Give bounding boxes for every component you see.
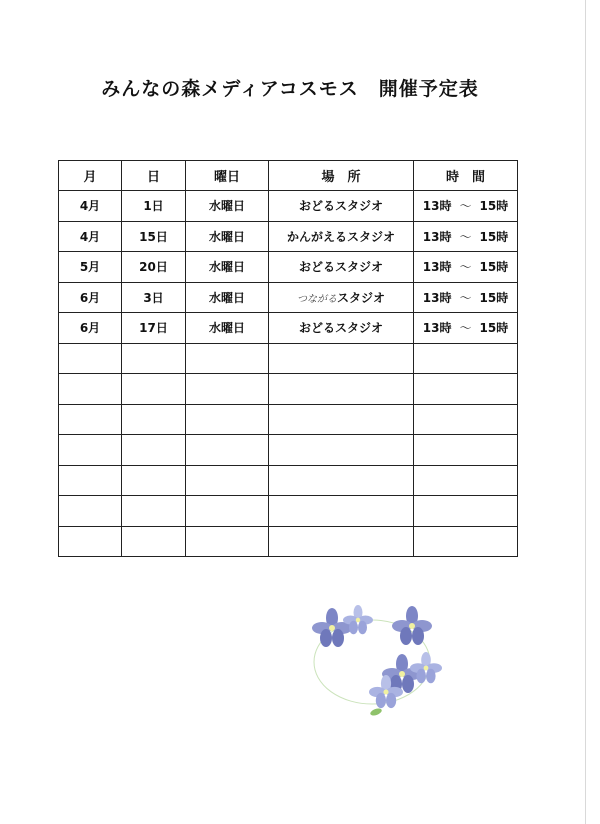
cell-place — [269, 221, 414, 252]
cell-month: 6月 — [59, 313, 122, 344]
header-time: 時 間 — [414, 161, 518, 191]
empty-cell — [414, 404, 518, 435]
handwritten-place-prefix: つながる — [296, 293, 337, 305]
empty-cell — [59, 404, 122, 435]
empty-row — [59, 435, 518, 466]
cell-place — [269, 191, 414, 222]
time-separator: ～ — [459, 199, 472, 214]
empty-cell — [269, 404, 414, 435]
header-row — [59, 161, 518, 191]
cell-day: 20日 — [122, 252, 186, 283]
violet-flowers-illustration — [300, 596, 460, 726]
empty-cell — [59, 526, 122, 557]
page-edge-line — [585, 0, 586, 824]
empty-cell — [122, 465, 186, 496]
cell-day: 1日 — [122, 191, 186, 222]
place-text: おどるスタジオ — [298, 321, 383, 336]
empty-cell — [414, 465, 518, 496]
place-text: スタジオ — [336, 290, 385, 305]
time-start: 13時 — [422, 229, 452, 244]
place-text: かんがえるスタジオ — [286, 229, 395, 244]
empty-cell — [269, 343, 414, 374]
empty-cell — [186, 435, 269, 466]
header-weekday: 曜日 — [186, 161, 269, 191]
time-start: 13時 — [422, 260, 452, 275]
empty-cell — [269, 496, 414, 527]
empty-row — [59, 343, 518, 374]
cell-day: 15日 — [122, 221, 186, 252]
cell-weekday: 水曜日 — [186, 221, 269, 252]
empty-cell — [186, 496, 269, 527]
flower-icon — [312, 608, 352, 647]
empty-cell — [414, 526, 518, 557]
cell-month: 6月 — [59, 282, 122, 313]
time-end: 15時 — [479, 260, 509, 275]
time-end: 15時 — [479, 290, 509, 305]
empty-cell — [122, 435, 186, 466]
empty-row — [59, 496, 518, 527]
cell-time — [414, 313, 518, 344]
empty-row — [59, 526, 518, 557]
schedule-table — [58, 160, 518, 557]
place-text: おどるスタジオ — [298, 199, 383, 214]
cell-weekday: 水曜日 — [186, 282, 269, 313]
time-separator: ～ — [459, 229, 472, 244]
empty-cell — [186, 465, 269, 496]
time-end: 15時 — [479, 321, 509, 336]
cell-weekday: 水曜日 — [186, 252, 269, 283]
cell-time — [414, 221, 518, 252]
time-end: 15時 — [479, 199, 509, 214]
empty-cell — [186, 526, 269, 557]
header-place: 場 所 — [269, 161, 414, 191]
empty-cell — [59, 435, 122, 466]
empty-cell — [269, 465, 414, 496]
time-end: 15時 — [479, 229, 509, 244]
cell-weekday: 水曜日 — [186, 191, 269, 222]
cell-day: 17日 — [122, 313, 186, 344]
empty-cell — [414, 496, 518, 527]
table-row — [59, 191, 518, 222]
time-separator: ～ — [459, 321, 472, 336]
document-title: みんなの森メディアコスモス 開催予定表 — [101, 78, 479, 100]
cell-place — [269, 313, 414, 344]
cell-month: 4月 — [59, 191, 122, 222]
table-row — [59, 282, 518, 313]
time-start: 13時 — [422, 199, 452, 214]
cell-time — [414, 191, 518, 222]
empty-row — [59, 465, 518, 496]
empty-cell — [269, 435, 414, 466]
empty-cell — [122, 526, 186, 557]
cell-day: 3日 — [122, 282, 186, 313]
empty-cell — [186, 404, 269, 435]
cell-time — [414, 252, 518, 283]
cell-month: 5月 — [59, 252, 122, 283]
cell-place — [269, 282, 414, 313]
empty-cell — [186, 374, 269, 405]
empty-cell — [122, 343, 186, 374]
cell-month: 4月 — [59, 221, 122, 252]
time-start: 13時 — [422, 290, 452, 305]
empty-cell — [414, 343, 518, 374]
empty-row — [59, 374, 518, 405]
place-text: おどるスタジオ — [298, 260, 383, 275]
cell-place — [269, 252, 414, 283]
empty-cell — [122, 404, 186, 435]
empty-cell — [59, 374, 122, 405]
empty-cell — [414, 435, 518, 466]
table-row — [59, 221, 518, 252]
empty-cell — [186, 343, 269, 374]
table-row — [59, 252, 518, 283]
empty-row — [59, 404, 518, 435]
empty-cell — [59, 465, 122, 496]
time-start: 13時 — [422, 321, 452, 336]
header-day: 日 — [122, 161, 186, 191]
empty-cell — [122, 496, 186, 527]
flower-icon — [392, 606, 432, 645]
leaf-icon — [369, 707, 382, 717]
cell-weekday: 水曜日 — [186, 313, 269, 344]
empty-cell — [414, 374, 518, 405]
time-separator: ～ — [459, 290, 472, 305]
empty-cell — [269, 526, 414, 557]
empty-cell — [59, 496, 122, 527]
empty-cell — [269, 374, 414, 405]
empty-cell — [59, 343, 122, 374]
header-month: 月 — [59, 161, 122, 191]
cell-time — [414, 282, 518, 313]
time-separator: ～ — [459, 260, 472, 275]
table-row — [59, 313, 518, 344]
empty-cell — [122, 374, 186, 405]
